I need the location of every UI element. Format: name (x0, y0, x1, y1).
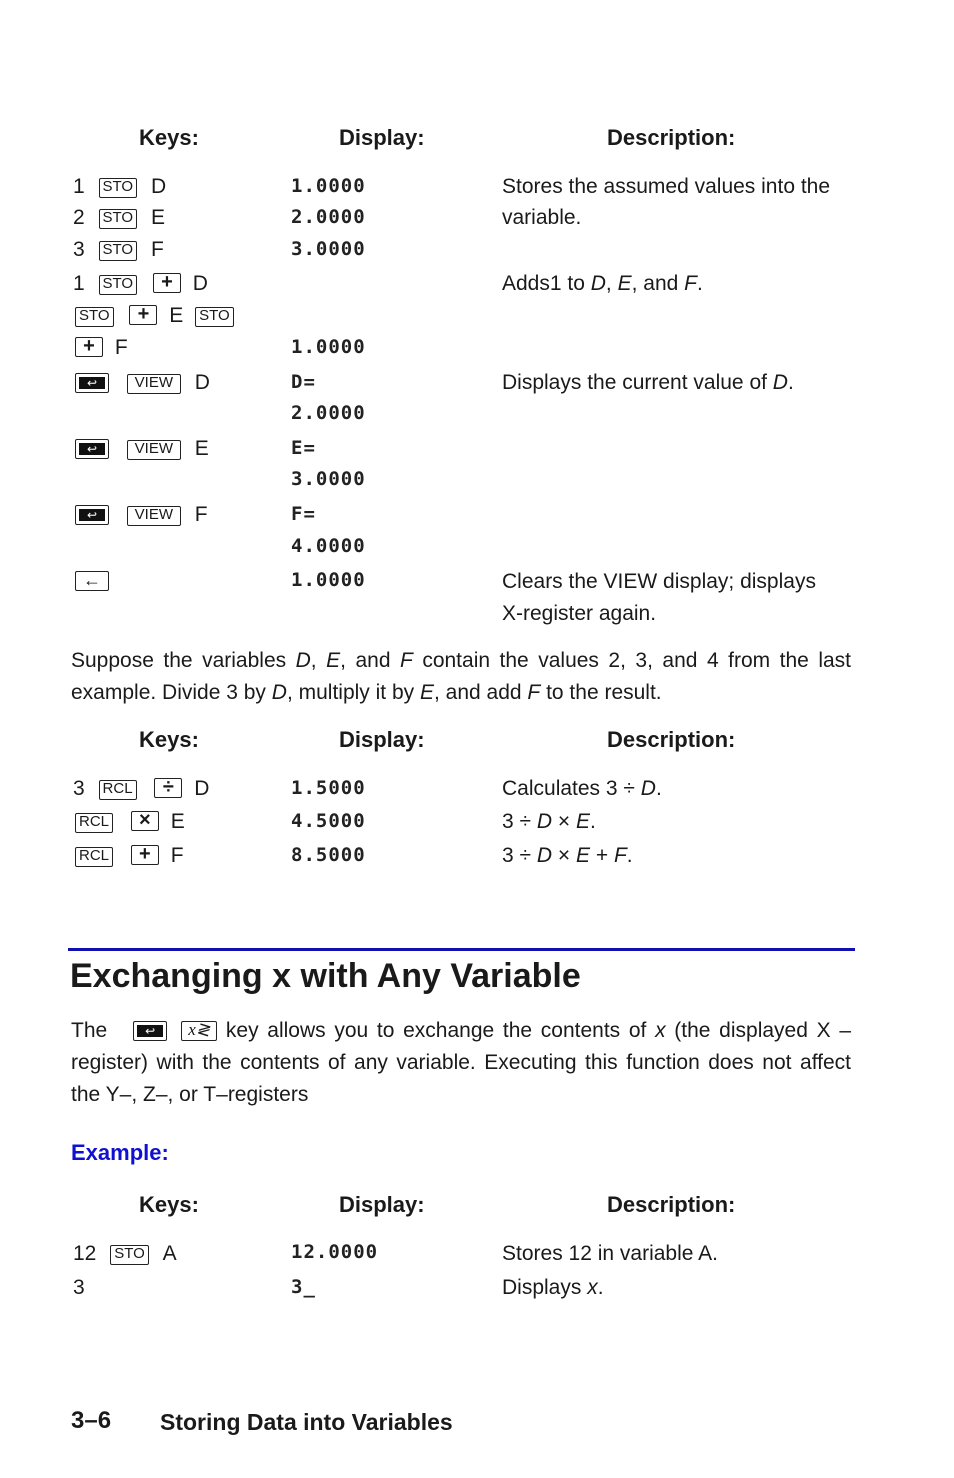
display-value: E= (291, 437, 316, 459)
desc-variable: D (536, 844, 553, 867)
keys-row (75, 844, 184, 868)
rcl-key: RCL (75, 813, 113, 833)
display-value: 4.5000 (291, 810, 366, 832)
para-text: , multiply it by (286, 681, 420, 704)
desc-part: + (590, 844, 614, 867)
para-variable: D (295, 649, 311, 672)
para-text: Suppose the variables (71, 649, 296, 672)
para-variable: E (419, 681, 434, 704)
description-text (502, 272, 703, 296)
keys-row (73, 272, 208, 296)
table1-header-display: Display: (339, 125, 425, 150)
key-digit: 12 (73, 1242, 97, 1265)
variable-name: D (192, 272, 208, 295)
desc-part: . (590, 810, 596, 833)
page-number: 3–6 (71, 1407, 112, 1434)
desc-part: 3 ÷ (502, 844, 537, 867)
para-variable: x (655, 1019, 666, 1042)
variable-name: F (150, 238, 164, 261)
table2-header-description: Description: (607, 727, 736, 752)
right-shift-icon: ↩ (79, 509, 105, 521)
desc-variable: F (613, 844, 627, 867)
right-shift-key (75, 505, 109, 525)
display-value: 3.0000 (291, 468, 366, 490)
keys-row (75, 336, 128, 360)
display-value: 1.5000 (291, 777, 366, 799)
keys-row (73, 175, 166, 199)
table1-header-keys: Keys: (139, 125, 199, 150)
desc-variable: D (772, 371, 788, 394)
key-digit: 1 (73, 175, 85, 198)
para-text: , and (340, 649, 400, 672)
variable-name: F (194, 503, 208, 526)
right-shift-key (75, 373, 109, 393)
variable-name: F (170, 844, 184, 867)
desc-variable: E (617, 272, 632, 295)
description-text (502, 777, 662, 801)
description-text (502, 1276, 604, 1300)
plus-key: + (75, 337, 103, 357)
keys-row (73, 238, 164, 262)
description-text (502, 844, 633, 868)
display-value: 4.0000 (291, 535, 366, 557)
keys-row (73, 206, 165, 230)
display-value: 2.0000 (291, 206, 366, 228)
view-key: VIEW (127, 374, 181, 394)
display-value: D= (291, 371, 316, 393)
desc-variable: E (575, 810, 590, 833)
para-text: key allows you to exchange the contents of (217, 1019, 656, 1042)
table3-header-display: Display: (339, 1192, 425, 1217)
desc-part: . (626, 844, 633, 867)
display-value: 12.0000 (291, 1241, 379, 1263)
description-text: Stores 12 in variable A. (502, 1242, 718, 1265)
display-value: 1.0000 (291, 336, 366, 358)
display-value: F= (291, 503, 316, 525)
key-digit: 2 (73, 206, 85, 229)
description-text (502, 810, 596, 834)
para-variable: E (326, 649, 341, 672)
desc-variable: F (684, 272, 697, 295)
display-value: 2.0000 (291, 402, 366, 424)
description-text: Stores the assumed values into the (502, 175, 831, 198)
right-shift-icon: ↩ (137, 1025, 163, 1037)
backspace-key (75, 571, 109, 591)
para-text: The (71, 1019, 108, 1042)
view-key: VIEW (127, 440, 181, 460)
right-shift-key (133, 1021, 167, 1041)
intro-paragraph (71, 645, 851, 709)
table2-header-keys: Keys: (139, 727, 199, 752)
variable-name: E (194, 437, 209, 460)
sto-key: STO (99, 178, 138, 198)
display-value: 3_ (291, 1276, 316, 1298)
desc-part: , (605, 272, 618, 295)
desc-part: . (655, 777, 662, 800)
keys-row (75, 437, 209, 461)
description-text (502, 371, 794, 395)
desc-variable: E (575, 844, 590, 867)
para-text: , (310, 649, 327, 672)
desc-part: × (552, 844, 576, 867)
variable-name: D (194, 371, 210, 394)
desc-part: . (696, 272, 703, 295)
desc-variable: D (640, 777, 656, 800)
keys-row (75, 304, 234, 328)
description-text: X-register again. (502, 602, 657, 625)
key-digit: 1 (73, 272, 85, 295)
keys-row (73, 1242, 177, 1266)
desc-part: , and (631, 272, 685, 295)
variable-name: E (169, 304, 184, 327)
desc-variable: x (587, 1276, 598, 1299)
back-arrow-icon: ← (83, 570, 101, 590)
description-text: Clears the VIEW display; displays (502, 570, 816, 593)
desc-part: 3 ÷ (502, 810, 537, 833)
section-title: Exchanging x with Any Variable (70, 957, 581, 995)
display-value: 1.0000 (291, 569, 366, 591)
desc-part: Displays (502, 1276, 588, 1299)
view-key: VIEW (127, 506, 181, 526)
variable-name: D (150, 175, 167, 198)
key-digit: 3 (73, 238, 85, 261)
sto-key: STO (99, 275, 138, 295)
display-value: 3.0000 (291, 238, 366, 260)
table3-header-description: Description: (607, 1192, 736, 1217)
exchange-paragraph (71, 1015, 851, 1111)
plus-key: + (153, 273, 181, 293)
desc-part: . (787, 371, 794, 394)
right-shift-key (75, 439, 109, 459)
plus-key: + (129, 305, 157, 325)
desc-part: × (552, 810, 576, 833)
para-text: , and add (434, 681, 528, 704)
keys-row (73, 1276, 85, 1300)
sto-key: STO (99, 241, 138, 261)
variable-name: A (162, 1242, 177, 1265)
para-text: (the displayed X –register) with the contents of any variable. Executing this function does not affect the Y–, Z–, or T–registers (71, 1019, 852, 1106)
sto-key: STO (75, 307, 114, 327)
plus-key: + (131, 845, 159, 865)
variable-name: D (194, 777, 210, 800)
section-rule (68, 948, 855, 951)
chapter-title: Storing Data into Variables (160, 1409, 453, 1435)
description-text: variable. (502, 206, 582, 229)
variable-name: E (150, 206, 165, 229)
para-variable: F (527, 681, 541, 704)
display-value: 1.0000 (291, 175, 366, 197)
desc-variable: D (536, 810, 553, 833)
keys-row (75, 503, 208, 527)
desc-part: . (597, 1276, 604, 1299)
para-text: contain the values 2, 3, and 4 from the last example. Divide 3 by (71, 649, 851, 704)
desc-part: Displays the current value of (502, 371, 773, 394)
display-value: 8.5000 (291, 844, 366, 866)
x-exchange-key: x≷ (181, 1021, 217, 1041)
rcl-key: RCL (75, 847, 113, 867)
multiply-key: × (131, 811, 159, 831)
desc-part: Adds1 to (502, 272, 591, 295)
sto-key: STO (99, 209, 138, 229)
para-variable: D (271, 681, 287, 704)
example-label: Example: (71, 1140, 169, 1165)
table1-header-description: Description: (607, 125, 736, 150)
keys-row (75, 570, 109, 594)
sto-key: STO (195, 307, 234, 327)
para-text: to the result. (540, 681, 662, 704)
key-digit: 3 (73, 777, 85, 800)
right-shift-icon: ↩ (79, 377, 105, 389)
rcl-key: RCL (99, 780, 137, 800)
variable-name: F (114, 336, 128, 359)
table3-header-keys: Keys: (139, 1192, 199, 1217)
table2-header-display: Display: (339, 727, 425, 752)
keys-row (75, 810, 185, 834)
right-shift-icon: ↩ (79, 443, 105, 455)
desc-part: Calculates 3 ÷ (502, 777, 641, 800)
key-digit: 3 (73, 1276, 85, 1299)
para-variable: F (400, 649, 413, 672)
desc-variable: D (590, 272, 606, 295)
divide-key: ÷ (154, 778, 182, 798)
keys-row (75, 371, 210, 395)
variable-name: E (170, 810, 185, 833)
sto-key: STO (110, 1245, 149, 1265)
keys-row (73, 777, 209, 801)
